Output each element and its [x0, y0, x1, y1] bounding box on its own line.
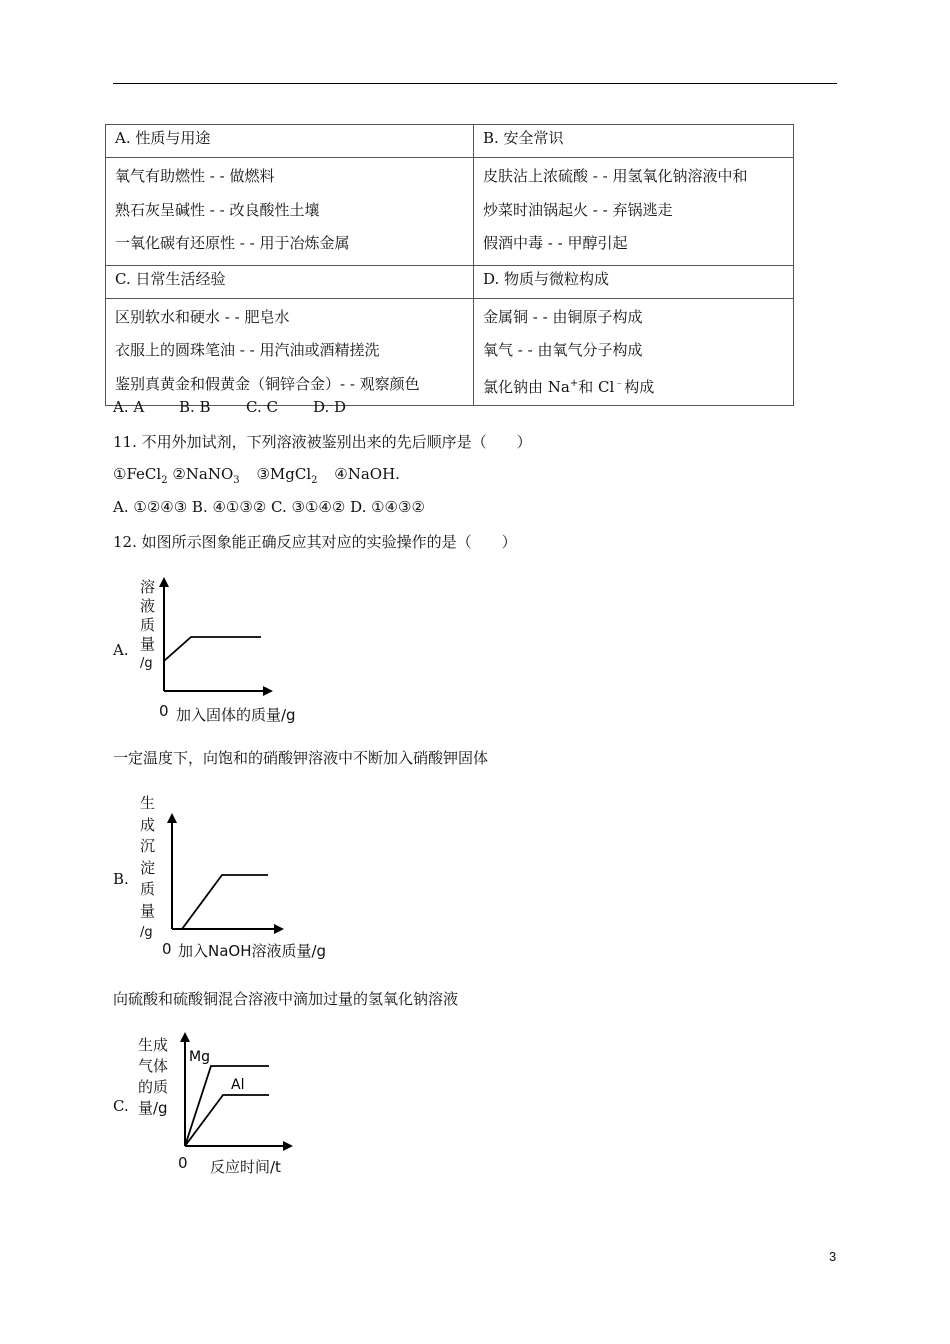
graph-a-xlabel: 加入固体的质量/g: [176, 706, 296, 724]
cell-a-header: [106, 125, 474, 158]
reagent-2-sub: 3: [233, 475, 240, 486]
nacl-text-mid: 和 Cl: [578, 377, 615, 396]
cell-b-body: [474, 158, 794, 266]
graph-b-origin: 0: [162, 940, 172, 958]
graph-c-label: C.: [113, 1097, 129, 1115]
y-axis-arrow: [180, 1032, 190, 1042]
q11-options: A. ①②④③ B. ④①③② C. ③①④② D. ①④③②: [113, 498, 425, 516]
cell-b-header-text: B. 安全常识: [483, 129, 564, 147]
cell-d-line: [483, 370, 784, 404]
cell-a-body: [106, 158, 474, 266]
graph-b-ylabel: [140, 793, 162, 944]
reagent-1: ①FeCl: [113, 465, 162, 483]
cell-a-header-text: A. 性质与用途: [115, 129, 211, 147]
cl-charge: ﹣: [614, 377, 625, 389]
ylabel-char: 生: [140, 794, 156, 812]
cell-a-line: 一氧化碳有还原性 - - 用于冶炼金属: [115, 234, 350, 252]
graph-b-caption: 向硫酸和硫酸铜混合溶液中滴加过量的氢氧化钠溶液: [113, 990, 459, 1008]
ylabel-line: 生成: [138, 1036, 169, 1054]
ylabel-char: /g: [140, 925, 153, 940]
graph-b-chart: [160, 805, 290, 935]
cell-b-header: [474, 125, 794, 158]
cell-b-line: 炒菜时油锅起火 - - 弃锅逃走: [483, 200, 673, 219]
cell-b-line: 假酒中毒 - - 甲醇引起: [483, 234, 628, 252]
ylabel-line: 气体: [138, 1057, 169, 1075]
header-rule: [113, 83, 837, 84]
nacl-text-pre: 氯化钠由 Na: [483, 377, 570, 396]
series-al-label: Al: [231, 1077, 245, 1093]
q10-option-c: C. C: [246, 398, 278, 416]
cell-d-header: [474, 265, 794, 298]
ylabel-char: 量: [140, 635, 156, 653]
series-mg-line: [185, 1066, 269, 1146]
q11-stem: 11. 不用外加试剂，下列溶液被鉴别出来的先后顺序是（ ）: [113, 433, 532, 451]
q10-table: [105, 124, 794, 406]
cell-a-line: 熟石灰呈碱性 - - 改良酸性土壤: [115, 200, 320, 219]
graph-a-caption: 一定温度下，向饱和的硝酸钾溶液中不断加入硝酸钾固体: [113, 749, 489, 767]
nacl-text-post: 构成: [624, 377, 655, 396]
cell-c-line: 鉴别真黄金和假黄金（铜锌合金）- - 观察颜色: [115, 374, 420, 393]
reagent-1-sub: 2: [161, 475, 168, 486]
cell-c-body: [106, 298, 474, 406]
reagent-2: ②NaNO: [172, 465, 234, 483]
cell-c-line: 区别软水和硬水 - - 肥皂水: [115, 307, 290, 326]
graph-a-chart: [155, 575, 280, 700]
q10-options: [113, 398, 346, 416]
reagent-3-sub: 2: [311, 475, 318, 486]
cell-d-line: 氧气 - - 由氧气分子构成: [483, 341, 643, 359]
na-charge: +: [569, 377, 579, 389]
ylabel-char: 溶: [140, 578, 156, 596]
q10-option-b: B. B: [179, 398, 211, 416]
ylabel-char: 量: [140, 901, 156, 920]
ylabel-line: 量/g: [138, 1099, 168, 1117]
q11-reagents: [113, 465, 400, 486]
series-al-line: [185, 1095, 269, 1146]
cell-d-line: 金属铜 - - 由铜原子构成: [483, 307, 643, 326]
series-mg-label: Mg: [189, 1049, 210, 1065]
graph-b-label: B.: [113, 870, 129, 888]
ylabel-line: 的质: [138, 1078, 169, 1096]
cell-c-header: [106, 265, 474, 298]
ylabel-char: 淀: [140, 858, 156, 877]
graph-c-chart: [175, 1028, 300, 1153]
x-axis-arrow: [274, 924, 284, 934]
ylabel-char: /g: [140, 656, 153, 671]
ylabel-char: 质: [140, 616, 156, 634]
q12-stem: 12. 如图所示图象能正确反应其对应的实验操作的是（ ）: [113, 533, 517, 551]
ylabel-char: 液: [140, 597, 156, 615]
cell-c-line: 衣服上的圆珠笔油 - - 用汽油或酒精搓洗: [115, 341, 380, 359]
graph-c-origin: 0: [178, 1154, 188, 1172]
q10-option-a: A. A: [113, 398, 145, 416]
ylabel-char: 质: [140, 880, 156, 898]
cell-c-header-text: C. 日常生活经验: [115, 269, 226, 288]
q10-option-d: D. D: [313, 398, 347, 416]
x-axis-arrow: [283, 1141, 293, 1151]
ylabel-char: 沉: [140, 837, 156, 855]
graph-c-xlabel: 反应时间/t: [210, 1158, 281, 1176]
y-axis-arrow: [159, 577, 169, 587]
reagent-3: ③MgCl: [256, 465, 312, 483]
cell-a-line: 氧气有助燃性 - - 做燃料: [115, 167, 275, 185]
precipitate-curve: [182, 875, 268, 929]
graph-b-xlabel: 加入NaOH溶液质量/g: [178, 942, 327, 960]
cell-b-line: 皮肤沾上浓硫酸 - - 用氢氧化钠溶液中和: [483, 167, 748, 185]
reagent-4: ④NaOH.: [334, 465, 400, 483]
x-axis-arrow: [263, 686, 273, 696]
graph-c-ylabel: [138, 1035, 178, 1119]
mass-curve: [164, 637, 261, 661]
page-number: 3: [829, 1249, 837, 1264]
cell-d-body: [474, 298, 794, 406]
graph-a-label: A.: [113, 641, 129, 659]
graph-a-origin: 0: [159, 702, 169, 720]
ylabel-char: 成: [140, 815, 156, 834]
cell-d-header-text: D. 物质与微粒构成: [483, 269, 610, 288]
y-axis-arrow: [167, 813, 177, 823]
